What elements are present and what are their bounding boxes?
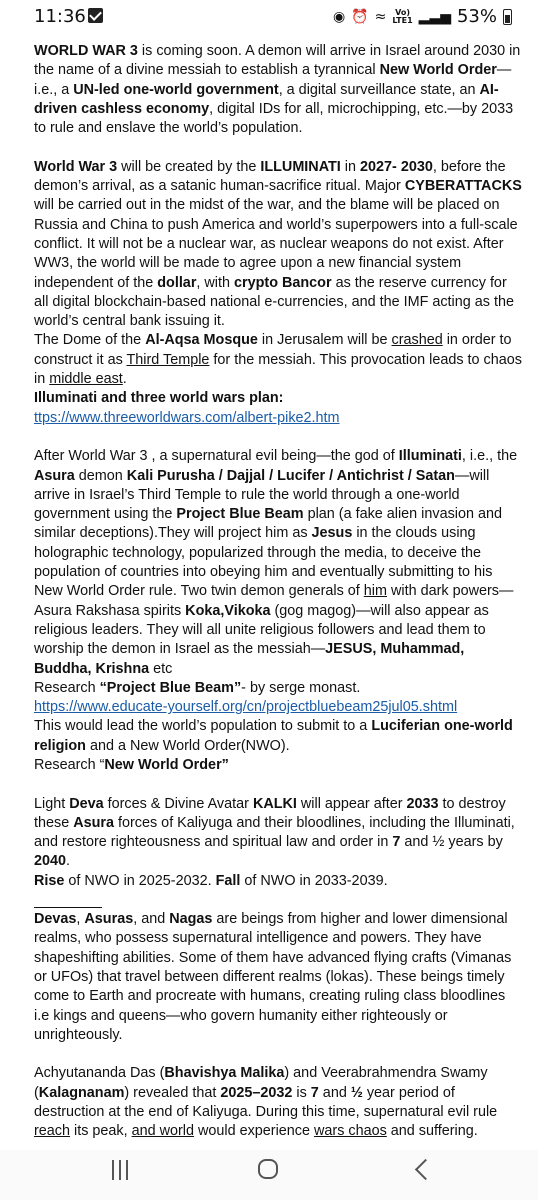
status-icons — [333, 6, 512, 27]
paragraph-research-nwo: Research “New World Order” — [34, 756, 229, 773]
paragraph-dome-aqsa: The Dome of the Al-Aqsa Mosque in Jerusalem will be crashed in order to construct it as Third Temple for the messiah. This provocation leads to chaos in middle east. — [34, 332, 522, 388]
back-button[interactable] — [415, 1159, 436, 1180]
article-text — [34, 42, 524, 1142]
heading-three-world-wars: Illuminati and three world wars plan: — [34, 390, 284, 407]
paragraph-achyutananda: Achyutananda Das (Bhavishya Malika) and Veerabrahmendra Swamy (Kalagnanam) revealed that 2025–2032 is 7 and ½ year period of destruction at the end of Kaliyuga. During this time, supernatural evil rule reach its peak, and world would experience wars chaos and suffering. — [34, 1065, 498, 1140]
paragraph-research-bluebeam: Research “Project Blue Beam”- by serge monast. — [34, 679, 361, 696]
sync-icon: ◉ — [333, 8, 346, 25]
paragraph-luciferian: This would lead the world’s population to submit to a Luciferian one-world religion and a New World Order(NWO). — [34, 718, 513, 754]
alarm-icon: ⏰ — [351, 8, 369, 25]
link-educate-yourself[interactable]: https://www.educate-yourself.org/cn/projectbluebeam25jul05.shtml — [34, 699, 458, 716]
paragraph-after-ww3: After World War 3 , a supernatural evil being—the god of Illuminati, i.e., the Asura demon Kali Purusha / Dajjal / Lucifer / Antichrist / Satan—will arrive in Israel’s Third Temple to rule the world through a one-world government using the Project Blue Beam plan (a fake alien invasion and similar deceptions).They will project him as Jesus in the clouds using holographic technology, popularized through the media, to deceive the population of countries into obeying him and eventually submitting to his New World Order rule. Two twin demon generals of him with dark powers—Asura Rakshasa spirits Koka,Vikoka (gog magog)—will also appear as religious leaders. They will all unite religious followers and lead them to worship the demon in Israel as the messiah—JESUS, Muhammad, Buddha, Krishna etc — [34, 448, 518, 677]
navigation-bar — [0, 1150, 538, 1200]
paragraph-ww3-coming: WORLD WAR 3 is coming soon. A demon will arrive in Israel around 2030 in the name of a divine messiah to establish a tyrannical New World Order—i.e., a UN-led one-world government, a digital surveillance state, an AI-driven cashless economy, digital IDs for all, microchipping, etc.—by 2033 to rule and enslave the world’s population. — [34, 43, 521, 137]
paragraph-ww3-illuminati: World War 3 will be created by the ILLUMINATI in 2027- 2030, before the demon’s arrival, as a satanic human-sacrifice ritual. Major CYBERATTACKS will be carried out in the midst of the war, and the blame will be placed on Russia and China to push America and world’s superpowers into a full-scale conflict. It will not be a nuclear war, as nuclear weapons do not exist. After WW3, the world will be made to agree upon a new financial system independent of the dollar, with crypto Bancor as the reserve currency for all digital blockchain-based national e-currencies, and the IMF acting as the world’s central bank issuing it. — [34, 158, 522, 330]
battery-percent: 53% — [456, 6, 497, 27]
status-time: 11:36 — [34, 6, 86, 27]
paragraph-devas-asuras: Devas, Asuras, and Nagas are beings from higher and lower dimensional realms, who possess supernatural intelligence and powers. They have shapeshifting abilities. Some of them have advanced flying crafts (Vimanas or UFOs) that travel between different realms (lokas). These beings timely come to Earth and procreate with humans, creating ruling class bloodlines i.e kings and queens—who govern humanity either righteously or unrighteously. — [34, 911, 512, 1043]
divider — [34, 907, 102, 908]
notification-check-icon — [88, 8, 103, 23]
home-button[interactable] — [258, 1159, 278, 1179]
wifi-icon: ≈ — [374, 8, 387, 25]
paragraph-rise-fall: Rise of NWO in 2025-2032. Fall of NWO in 2033-2039. — [34, 872, 388, 889]
paragraph-kalki: Light Deva forces & Divine Avatar KALKI will appear after 2033 to destroy these Asura forces of Kaliyuga and their bloodlines, including the Illuminati, and restore righteousness and spiritual law and order in 7 and ½ years by 2040. — [34, 795, 515, 870]
link-threeworldwars[interactable]: ttps://www.threeworldwars.com/albert-pike2.htm — [34, 409, 340, 426]
battery-icon — [503, 9, 512, 25]
signal-icon: ▂▃▅ — [418, 8, 451, 25]
recents-button[interactable] — [112, 1160, 130, 1180]
status-bar — [0, 0, 538, 34]
network-type-label: Vo) LTE1 — [392, 7, 413, 25]
